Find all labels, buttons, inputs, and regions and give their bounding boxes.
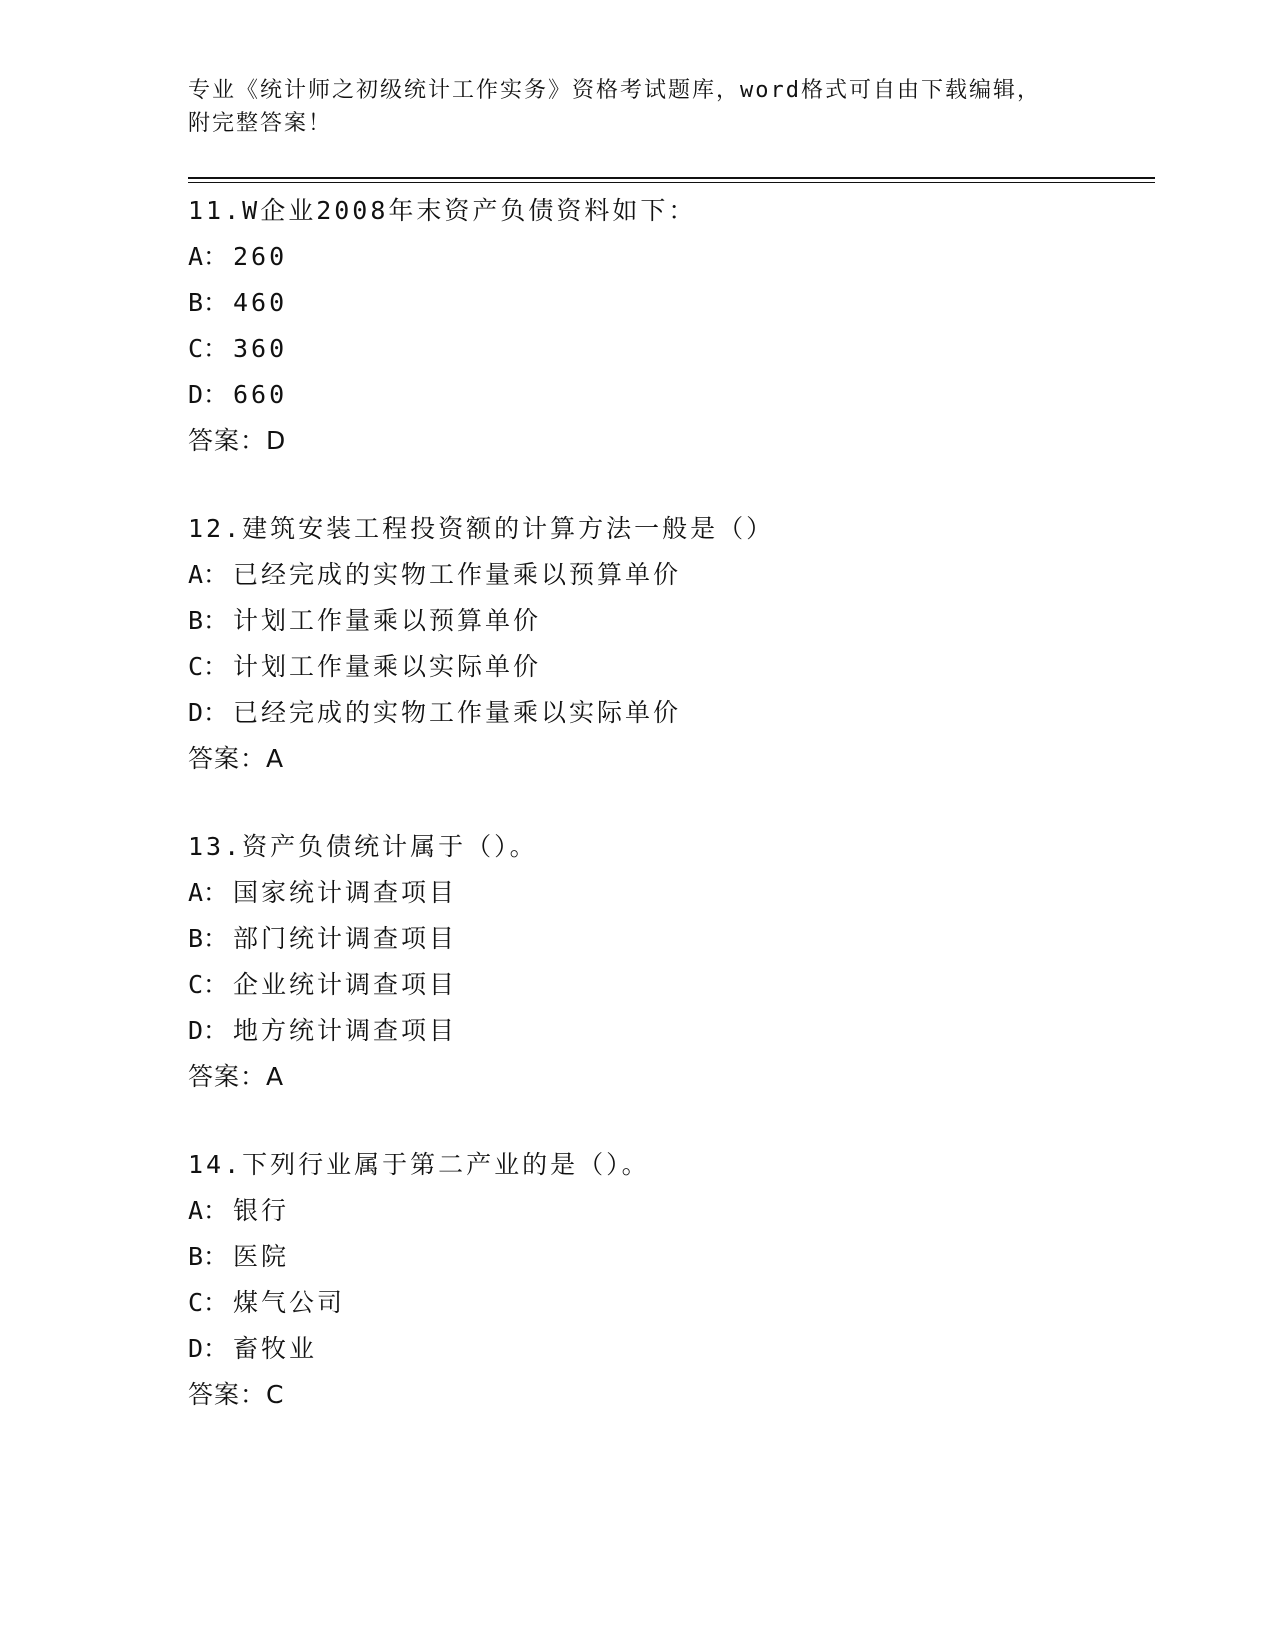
option-letter: D： xyxy=(188,698,229,727)
option-letter: D： xyxy=(188,380,229,409)
option-text: 国家统计调查项目 xyxy=(233,878,458,907)
answer-line: 答案：A xyxy=(188,744,285,773)
question-12 xyxy=(188,506,1148,782)
option-d xyxy=(188,1326,1148,1372)
option-c xyxy=(188,1280,1148,1326)
option-text: 部门统计调查项目 xyxy=(233,924,458,953)
option-letter: A： xyxy=(188,560,229,589)
option-a xyxy=(188,552,1148,598)
option-letter: C： xyxy=(188,1288,229,1317)
option-a xyxy=(188,870,1148,916)
option-text: 660 xyxy=(233,380,288,409)
option-text: 企业统计调查项目 xyxy=(233,970,458,999)
document-header xyxy=(188,74,1088,140)
question-stem: 12.建筑安装工程投资额的计算方法一般是（） xyxy=(188,514,775,543)
option-text: 煤气公司 xyxy=(233,1288,346,1317)
option-letter: B： xyxy=(188,606,229,635)
option-letter: A： xyxy=(188,242,229,271)
option-text: 地方统计调查项目 xyxy=(233,1016,458,1045)
option-d xyxy=(188,1008,1148,1054)
answer-line: 答案：C xyxy=(188,1380,285,1409)
option-letter: C： xyxy=(188,652,229,681)
option-text: 畜牧业 xyxy=(233,1334,318,1363)
option-letter: A： xyxy=(188,878,229,907)
question-14 xyxy=(188,1142,1148,1418)
option-b xyxy=(188,280,1148,326)
question-stem: 11.W企业2008年末资产负债资料如下： xyxy=(188,196,697,225)
option-letter: C： xyxy=(188,334,229,363)
answer-line: 答案：D xyxy=(188,426,287,455)
option-text: 计划工作量乘以实际单价 xyxy=(233,652,542,681)
option-c xyxy=(188,326,1148,372)
option-letter: C： xyxy=(188,970,229,999)
option-a xyxy=(188,234,1148,280)
question-13 xyxy=(188,824,1148,1100)
option-text: 460 xyxy=(233,288,288,317)
question-stem: 13.资产负债统计属于（）。 xyxy=(188,832,538,861)
option-text: 计划工作量乘以预算单价 xyxy=(233,606,542,635)
option-letter: B： xyxy=(188,1242,229,1271)
header-divider-thin xyxy=(188,182,1155,183)
option-letter: D： xyxy=(188,1334,229,1363)
option-letter: A： xyxy=(188,1196,229,1225)
option-a xyxy=(188,1188,1148,1234)
option-letter: B： xyxy=(188,288,229,317)
option-d xyxy=(188,690,1148,736)
answer-line: 答案：A xyxy=(188,1062,285,1091)
question-list xyxy=(188,188,1148,1460)
option-text: 360 xyxy=(233,334,288,363)
option-letter: B： xyxy=(188,924,229,953)
option-text: 已经完成的实物工作量乘以实际单价 xyxy=(233,698,682,727)
option-text: 医院 xyxy=(233,1242,290,1271)
option-text: 银行 xyxy=(233,1196,290,1225)
option-letter: D： xyxy=(188,1016,229,1045)
header-divider-thick xyxy=(188,177,1155,179)
header-line-1: 专业《统计师之初级统计工作实务》资格考试题库，word格式可自由下载编辑， xyxy=(188,78,1041,103)
option-c xyxy=(188,644,1148,690)
option-b xyxy=(188,1234,1148,1280)
question-stem: 14.下列行业属于第二产业的是（）。 xyxy=(188,1150,650,1179)
option-text: 已经完成的实物工作量乘以预算单价 xyxy=(233,560,682,589)
option-d xyxy=(188,372,1148,418)
option-text: 260 xyxy=(233,242,288,271)
option-b xyxy=(188,916,1148,962)
option-c xyxy=(188,962,1148,1008)
question-11 xyxy=(188,188,1148,464)
header-line-2: 附完整答案！ xyxy=(188,111,333,136)
option-b xyxy=(188,598,1148,644)
